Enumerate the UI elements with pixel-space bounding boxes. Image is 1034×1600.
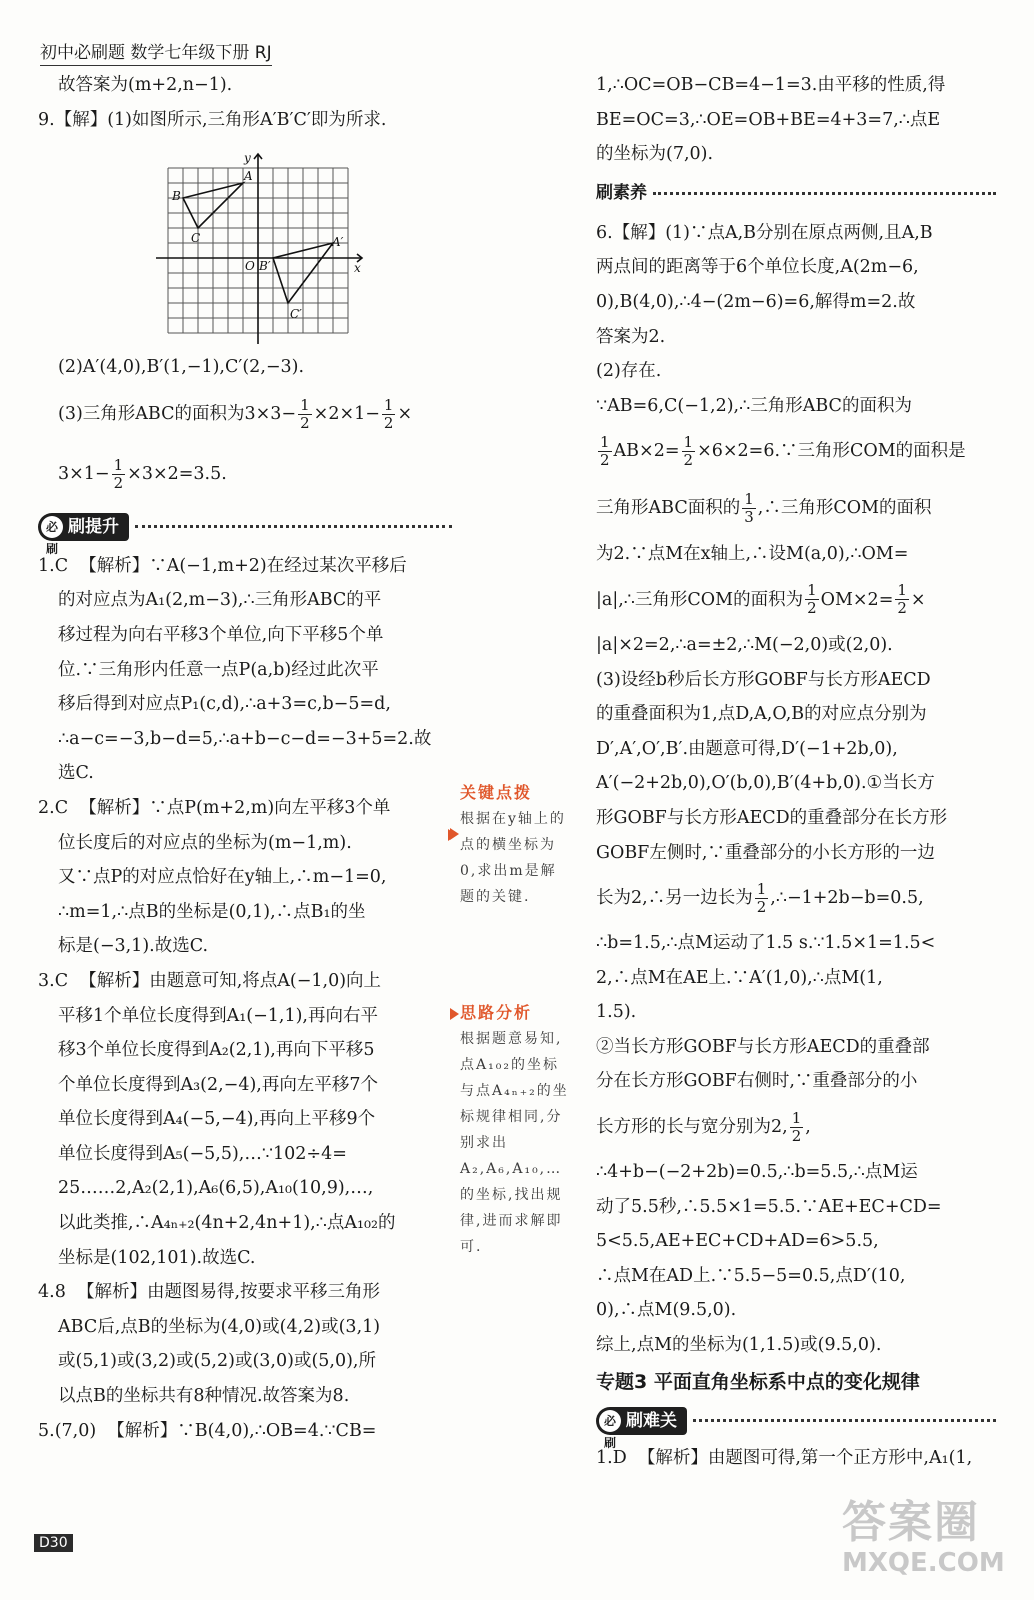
text-part: ×3×2=3.5. xyxy=(127,464,227,485)
text-line: 分在长方形GOBF右侧时,∵重叠部分的小 xyxy=(596,1071,918,1092)
dotted-rule xyxy=(135,525,452,528)
text-line: 0),B(4,0),∴4−(2m−6)=6,解得m=2.故 xyxy=(596,291,916,312)
point-b-label: B xyxy=(172,189,181,203)
section-badge: 必刷 刷难关 xyxy=(596,1407,687,1435)
text-line: 2.C 【解析】∵点P(m+2,m)向左平移3个单 xyxy=(38,797,391,818)
text-line: 0),∴点M(9.5,0). xyxy=(596,1300,737,1321)
text-part: ×2×1− xyxy=(313,404,380,425)
text-line: BE=OC=3,∴OE=OB+BE=4+3=7,∴点E xyxy=(596,109,941,130)
side-note-title: 关键点拨 xyxy=(460,783,533,802)
point-b-prime-label: B′ xyxy=(259,259,271,273)
text-line: 3.C 【解析】由题意可知,将点A(−1,0)向上 xyxy=(38,970,382,991)
text-line: 移过程为向右平移3个单位,向下平移5个单 xyxy=(58,624,384,645)
text-line: 1.5). xyxy=(596,1002,637,1023)
side-note-key-point xyxy=(460,780,570,910)
text-line: 标是(−3,1).故选C. xyxy=(58,936,209,957)
watermark-text: 答案圈 xyxy=(842,1497,980,1548)
fraction: $\frac{1}{2}$ xyxy=(791,1108,802,1145)
text-line: 综上,点M的坐标为(1,1.5)或(9.5,0). xyxy=(596,1335,882,1356)
text-line: GOBF左侧时,∵重叠部分的小长方形的一边 xyxy=(596,842,935,863)
text-line: 单位长度得到A₄(−5,−4),再向上平移9个 xyxy=(58,1109,376,1130)
topic-title: 专题3 平面直角坐标系中点的变化规律 xyxy=(596,1370,920,1393)
dotted-rule xyxy=(693,1419,996,1422)
text-part: (3)三角形ABC的面积为3×3− xyxy=(58,404,297,425)
text-line: ABC后,点B的坐标为(4,0)或(4,2)或(3,1) xyxy=(58,1316,381,1337)
text-line: 移后得到对应点P₁(c,d),∴a+3=c,b−5=d, xyxy=(58,694,391,715)
text-line: (2)A′(4,0),B′(1,−1),C′(2,−3). xyxy=(58,357,305,378)
fraction: $\frac{1}{2}$ xyxy=(300,396,310,433)
text-line: 1.C 【解析】∵A(−1,m+2)在经过某次平移后 xyxy=(38,555,407,576)
text-line: 动了5.5秒,∴5.5×1=5.5.∵AE+EC+CD= xyxy=(596,1196,942,1217)
text-line: ∴4+b−(−2+2b)=0.5,∴b=5.5,∴点M运 xyxy=(596,1162,918,1183)
text-line: ∴a−c=−3,b−d=5,∴a+b−c−d=−3+5=2.故 xyxy=(58,728,432,749)
side-note-body: 根据题意易知,点A₁₀₂的坐标与点A₄ₙ₊₂的坐标规律相同,分别求出A₂,A₆,A₁₀,…的坐标,找出规律,进而求解即可. xyxy=(460,1031,569,1255)
formula-line-other-side xyxy=(596,870,996,926)
text-line: 5<5.5,AE+EC+CD+AD=6>5.5, xyxy=(596,1231,879,1252)
arrow-icon xyxy=(450,1008,459,1020)
fraction: $\frac{1}{2}$ xyxy=(683,432,694,469)
area-formula-line-2 xyxy=(38,445,452,505)
text-line: ②当长方形GOBF与长方形AECD的重叠部 xyxy=(596,1036,930,1057)
formula-line-third xyxy=(596,479,996,537)
text-line: |a|×2=2,∴a=±2,∴M(−2,0)或(2,0). xyxy=(596,634,893,655)
x-axis-label: x xyxy=(354,261,361,275)
text-part: , xyxy=(805,1116,811,1137)
coordinate-grid-figure xyxy=(148,148,370,346)
fraction: $\frac{1}{2}$ xyxy=(756,879,767,916)
text-line: 6.【解】(1)∵点A,B分别在原点两侧,且A,B xyxy=(596,222,933,243)
text-part: ,∴三角形COM的面积 xyxy=(757,498,932,519)
text-line: 位.∵三角形内任意一点P(a,b)经过此次平 xyxy=(58,659,379,680)
text-line: 平移1个单位长度得到A₁(−1,1),再向右平 xyxy=(58,1005,378,1026)
text-line: 1,∴OC=OB−CB=4−1=3.由平移的性质,得 xyxy=(596,75,946,95)
text-part: OM×2= xyxy=(820,589,894,610)
text-line: A′(−2+2b,0),O′(b,0),B′(4+b,0).①当长方 xyxy=(596,773,935,794)
text-line: 为2.∵点M在x轴上,∴设M(a,0),∴OM= xyxy=(596,544,909,565)
watermark-logo xyxy=(842,1498,1018,1588)
text-line: 的对应点为A₁(2,m−3),∴三角形ABC的平 xyxy=(58,590,382,611)
fraction: $\frac{1}{2}$ xyxy=(113,456,124,493)
right-column xyxy=(596,68,996,1475)
text-line: 25……2,A₂(2,1),A₆(6,5),A₁₀(10,9),…, xyxy=(58,1178,374,1199)
section-header-literacy xyxy=(596,172,996,216)
text-line: 两点间的距离等于6个单位长度,A(2m−6, xyxy=(596,257,919,278)
text-line: (3)设经b秒后长方形GOBF与长方形AECD xyxy=(596,669,931,690)
fraction: $\frac{1}{2}$ xyxy=(807,581,817,618)
formula-line-length-width xyxy=(596,1099,996,1155)
section-header-improve xyxy=(38,505,452,556)
text-line: 故答案为(m+2,n−1). xyxy=(58,75,233,95)
area-formula-line-1 xyxy=(38,385,452,445)
fraction: $\frac{1}{2}$ xyxy=(383,396,394,433)
text-line: 单位长度得到A₅(−5,5),…∵102÷4= xyxy=(58,1143,347,1164)
text-line: 的重叠面积为1,点D,A,O,B的对应点分别为 xyxy=(596,704,927,725)
side-note-analysis xyxy=(460,1000,570,1260)
section-header-challenge xyxy=(596,1401,996,1450)
side-note-body: 根据在y轴上的点的横坐标为0,求出m是解题的关键. xyxy=(460,811,566,905)
fraction: $\frac{1}{2}$ xyxy=(897,581,907,618)
point-a-label: A xyxy=(244,169,253,183)
fraction: $\frac{1}{2}$ xyxy=(600,432,610,469)
text-line: 位长度后的对应点的坐标为(m−1,m). xyxy=(58,832,352,853)
text-part: 长为2,∴另一边长为 xyxy=(596,887,753,908)
text-part: AB×2= xyxy=(613,441,680,462)
text-line: 以点B的坐标共有8种情况.故答案为8. xyxy=(58,1386,350,1407)
side-note-title: 思路分析 xyxy=(460,1003,533,1022)
text-part: 3×1− xyxy=(58,464,110,485)
text-line: 形GOBF与长方形AECD的重叠部分在长方形 xyxy=(596,807,948,828)
formula-line-abc-area xyxy=(596,423,996,479)
point-c-prime-label: C′ xyxy=(290,307,302,321)
page-number: D30 xyxy=(34,1534,73,1552)
text-line: 选C. xyxy=(58,763,94,784)
text-part: ,∴−1+2b−b=0.5, xyxy=(770,887,924,908)
text-line: 9.【解】(1)如图所示,三角形A′B′C′即为所求. xyxy=(38,109,387,130)
running-header: 初中必刷题 数学七年级下册 RJ xyxy=(40,38,272,66)
text-part: ×6×2=6.∵三角形COM的面积是 xyxy=(697,441,966,462)
dotted-rule xyxy=(653,192,996,195)
text-line: 4.8 【解析】由题图易得,按要求平移三角形 xyxy=(38,1282,381,1303)
point-c-label: C xyxy=(191,231,201,245)
text-line: 1.D 【解析】由题图可得,第一个正方形中,A₁(1, xyxy=(596,1447,973,1468)
text-line: ∴点M在AD上.∵5.5−5=0.5,点D′(10, xyxy=(596,1265,906,1286)
text-line: 的坐标为(7,0). xyxy=(596,144,714,165)
text-line: ∵AB=6,C(−1,2),∴三角形ABC的面积为 xyxy=(596,395,912,416)
text-part: × xyxy=(397,404,413,425)
text-part: 长方形的长与宽分别为2, xyxy=(596,1116,788,1137)
text-line: 以此类推,∴A₄ₙ₊₂(4n+2,4n+1),∴点A₁₀₂的 xyxy=(58,1213,396,1234)
origin-label: O xyxy=(245,259,255,273)
text-part: × xyxy=(910,589,926,610)
text-line: 坐标是(102,101).故选C. xyxy=(58,1247,256,1268)
text-line: 又∵点P的对应点恰好在y轴上,∴m−1=0, xyxy=(58,867,387,888)
text-line: ∴m=1,∴点B的坐标是(0,1),∴点B₁的坐 xyxy=(58,901,366,922)
arrow-icon xyxy=(450,828,459,840)
section-label: 刷素养 xyxy=(596,183,647,204)
fraction: $\frac{1}{3}$ xyxy=(744,489,754,526)
text-line: 个单位长度得到A₃(2,−4),再向左平移7个 xyxy=(58,1074,378,1095)
y-axis-label: y xyxy=(244,151,251,165)
text-line: D′,A′,O′,B′.由题意可得,D′(−1+2b,0), xyxy=(596,738,898,759)
text-line: ∴b=1.5,∴点M运动了1.5 s.∵1.5×1=1.5< xyxy=(596,933,936,954)
text-line: 5.(7,0) 【解析】∵B(4,0),∴OB=4.∵CB= xyxy=(38,1420,377,1441)
text-line: 答案为2. xyxy=(596,326,666,347)
text-line: 移3个单位长度得到A₂(2,1),再向下平移5 xyxy=(58,1040,375,1061)
watermark-url: MXQE.COM xyxy=(842,1548,1005,1578)
text-line: 或(5,1)或(3,2)或(5,2)或(3,0)或(5,0),所 xyxy=(58,1351,376,1372)
point-a-prime-label: A′ xyxy=(332,235,344,249)
text-part: 三角形ABC面积的 xyxy=(596,498,741,519)
formula-line-com-area xyxy=(596,572,996,628)
text-part: |a|,∴三角形COM的面积为 xyxy=(596,589,804,610)
text-line: (2)存在. xyxy=(596,361,662,382)
text-line: 2,∴点M在AE上.∵A′(1,0),∴点M(1, xyxy=(596,967,883,988)
section-badge: 必刷 刷提升 xyxy=(38,513,129,541)
